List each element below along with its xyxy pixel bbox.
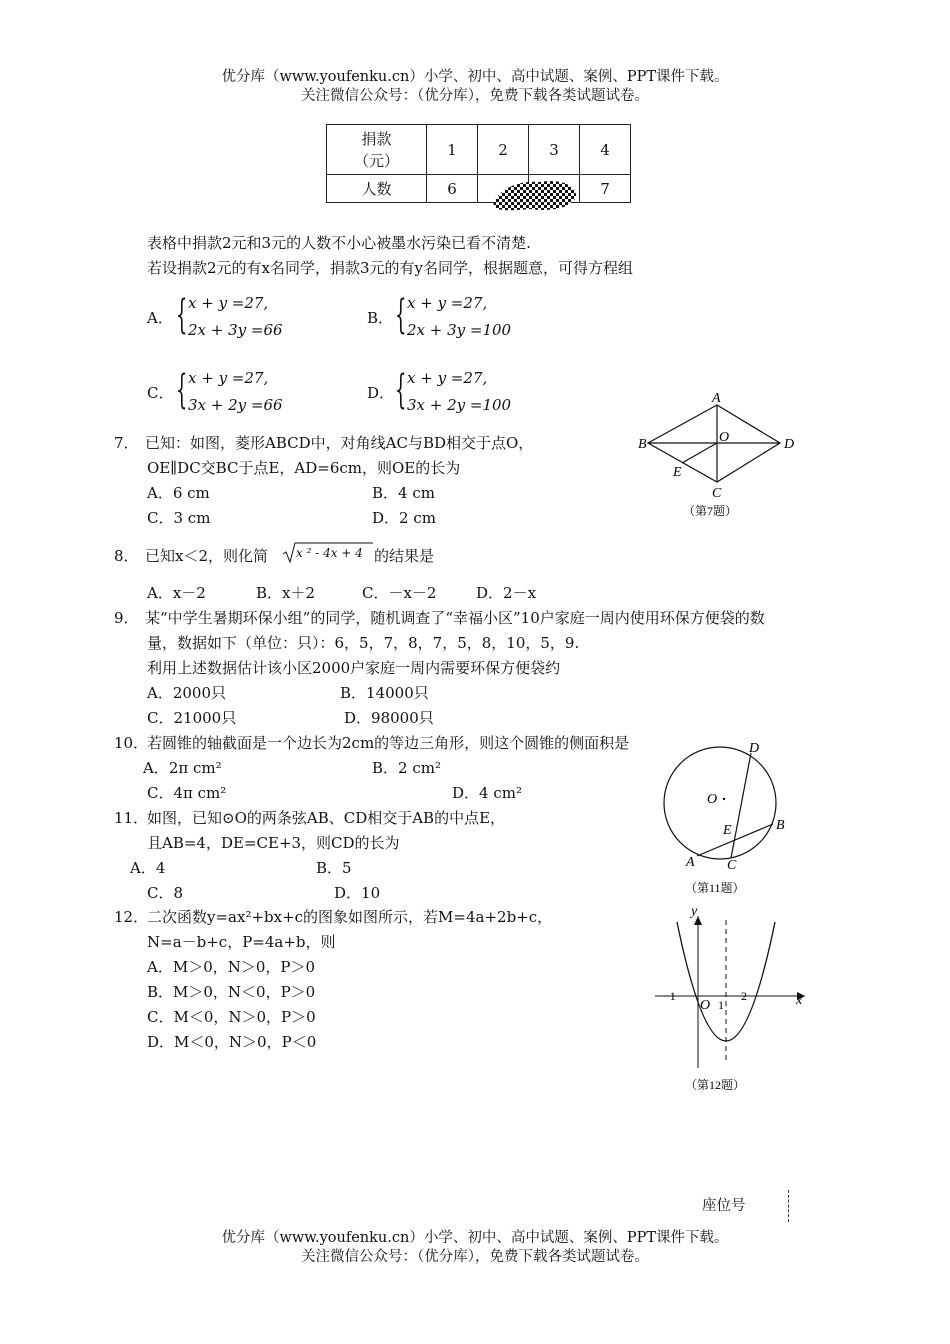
table-col-4: 4 xyxy=(580,125,631,175)
q11-label-o: O xyxy=(707,792,718,807)
q12-option-d: D．M＜0，N＞0，P＜0 xyxy=(147,1033,317,1051)
q11-line-1: 如图，已知⊙O的两条弦AB、CD相交于AB的中点E， xyxy=(147,809,506,827)
q9-number: 9． xyxy=(114,609,139,627)
q6-option-b-line1: x + y =27, xyxy=(407,294,488,312)
q11-label-b: B xyxy=(776,818,785,833)
q6-option-a-line2: 2x + 3y =66 xyxy=(188,321,283,339)
q6-option-b-label: B． xyxy=(367,309,394,327)
q11-line-2: 且AB=4，DE=CE+3，则CD的长为 xyxy=(147,834,400,852)
q8-prefix: 已知x＜2，则化简 xyxy=(145,547,269,565)
q10-text: 若圆锥的轴截面是一个边长为2cm的等边三角形，则这个圆锥的侧面积是 xyxy=(147,734,630,752)
q7-option-a: A．6 cm xyxy=(147,484,210,502)
q7-label-a: A xyxy=(712,391,721,406)
q12-label-y: y xyxy=(691,904,698,919)
q8-number: 8． xyxy=(114,547,139,565)
q7-label-c: C xyxy=(712,486,722,501)
q8-radicand: x ² - 4x + 4 xyxy=(296,546,363,560)
q6-option-a-brace: { xyxy=(176,292,188,338)
q6-text-1: 表格中捐款2元和3元的人数不小心被墨水污染已看不清楚. xyxy=(147,234,531,252)
q10-option-a: A．2π cm² xyxy=(143,759,222,777)
q9-line-3: 利用上述数据估计该小区2000户家庭一周内需要环保方便袋约 xyxy=(147,659,561,677)
q9-option-c: C．21000只 xyxy=(147,709,237,727)
ink-blot xyxy=(490,178,580,212)
q12-option-b: B．M＞0，N＜0，P＞0 xyxy=(147,983,316,1001)
q6-option-c-line1: x + y =27, xyxy=(188,369,269,387)
q6-option-d-brace: { xyxy=(395,367,407,413)
q10-option-d: D．4 cm² xyxy=(452,784,522,802)
q7-figure-rhombus xyxy=(630,385,810,525)
q7-label-b: B xyxy=(638,437,647,452)
q11-label-e: E xyxy=(723,823,732,838)
q12-option-a: A．M＞0，N＞0，P＞0 xyxy=(147,958,316,976)
q7-line-2: OE∥DC交BC于点E，AD=6cm，则OE的长为 xyxy=(147,459,461,477)
q6-option-b-line2: 2x + 3y =100 xyxy=(407,321,512,339)
q6-option-d-line1: x + y =27, xyxy=(407,369,488,387)
q12-option-c: C．M＜0，N＞0，P＞0 xyxy=(147,1008,316,1026)
q12-label-x: x xyxy=(796,993,803,1008)
table-value-1: 6 xyxy=(427,175,478,203)
q6-option-a-label: A． xyxy=(147,309,173,327)
q7-label-d: D xyxy=(784,437,795,452)
q11-option-a: A．4 xyxy=(130,859,166,877)
table-value-4: 7 xyxy=(580,175,631,203)
q11-option-b: B．5 xyxy=(316,859,352,877)
circle-o xyxy=(664,747,776,859)
q9-option-b: B．14000只 xyxy=(340,684,429,702)
q11-figure-circle xyxy=(655,735,805,900)
q8-option-b: B．x＋2 xyxy=(256,584,316,602)
q6-option-d-label: D． xyxy=(367,384,395,402)
q7-option-b: B．4 cm xyxy=(372,484,435,502)
header-line-1: 优分库（www.youfenku.cn）小学、初中、高中试题、案例、PPT课件下载。 xyxy=(221,69,729,85)
seat-divider xyxy=(788,1190,789,1222)
q6-text-2: 若设捐款2元的有x名同学，捐款3元的有y名同学，根据题意，可得方程组 xyxy=(147,259,634,277)
q6-option-c-line2: 3x + 2y =66 xyxy=(188,396,283,414)
table-header-donation: 捐款 （元） xyxy=(327,125,427,175)
q9-line-2: 量，数据如下（单位：只）：6，5，7，8，7，5，8，10，5，9. xyxy=(147,634,580,652)
q10-option-b: B．2 cm² xyxy=(372,759,441,777)
q6-option-b-brace: { xyxy=(395,292,407,338)
q11-option-c: C．8 xyxy=(147,884,184,902)
q12-tick-minus-1: −1 xyxy=(663,989,676,1003)
footer-line-1: 优分库（www.youfenku.cn）小学、初中、高中试题、案例、PPT课件下载。 xyxy=(221,1230,729,1246)
q8-option-d: D．2－x xyxy=(476,584,537,602)
q12-tick-1: 1 xyxy=(718,998,724,1012)
q12-number: 12． xyxy=(114,908,149,926)
chord-cd xyxy=(731,753,751,858)
table-col-3: 3 xyxy=(529,125,580,175)
table-col-2: 2 xyxy=(478,125,529,175)
q7-label-e: E xyxy=(673,465,682,480)
q12-line-2: N=a－b+c，P=4a+b，则 xyxy=(147,933,336,951)
header-line-2: 关注微信公众号：（优分库），免费下载各类试题试卷。 xyxy=(301,88,649,104)
donation-table xyxy=(326,124,631,203)
q10-number: 10． xyxy=(114,734,149,752)
q12-label-o: O xyxy=(700,998,711,1013)
q7-line-1: 已知：如图，菱形ABCD中，对角线AC与BD相交于点O， xyxy=(145,434,534,452)
q7-number: 7． xyxy=(114,434,139,452)
q12-tick-2: 2 xyxy=(741,989,747,1003)
q11-label-d: D xyxy=(749,741,760,756)
q8-option-c: C．－x－2 xyxy=(362,584,437,602)
q7-option-d: D．2 cm xyxy=(372,509,436,527)
q9-option-a: A．2000只 xyxy=(147,684,227,702)
q11-label-c: C xyxy=(727,858,737,873)
q11-option-d: D．10 xyxy=(334,884,381,902)
segment-oe xyxy=(682,443,717,463)
q6-option-d-line2: 3x + 2y =100 xyxy=(407,396,512,414)
q11-number: 11． xyxy=(114,809,149,827)
q7-caption: （第7题） xyxy=(683,504,738,518)
table-header-people: 人数 xyxy=(327,175,427,203)
seat-number-label: 座位号 xyxy=(702,1198,746,1214)
q6-option-a-line1: x + y =27, xyxy=(188,294,269,312)
q11-caption: （第11题） xyxy=(685,881,745,895)
q6-option-c-brace: { xyxy=(176,367,188,413)
q6-option-c-label: C． xyxy=(147,384,174,402)
table-col-1: 1 xyxy=(427,125,478,175)
q7-option-c: C．3 cm xyxy=(147,509,211,527)
q8-suffix: 的结果是 xyxy=(374,547,435,565)
q9-line-1: 某“中学生暑期环保小组”的同学，随机调查了“幸福小区”10户家庭一周内使用环保方便袋的数 xyxy=(145,609,765,627)
q8-option-a: A．x－2 xyxy=(147,584,206,602)
q12-caption: （第12题） xyxy=(685,1078,746,1092)
q11-label-a: A xyxy=(686,855,695,870)
q12-figure-parabola xyxy=(645,900,815,1100)
q10-option-c: C．4π cm² xyxy=(147,784,227,802)
q12-line-1: 二次函数y=ax²+bx+c的图象如图所示，若M=4a+2b+c， xyxy=(147,908,553,926)
q9-option-d: D．98000只 xyxy=(344,709,434,727)
q7-label-o: O xyxy=(719,430,730,445)
footer-line-2: 关注微信公众号：（优分库），免费下载各类试题试卷。 xyxy=(301,1249,649,1265)
